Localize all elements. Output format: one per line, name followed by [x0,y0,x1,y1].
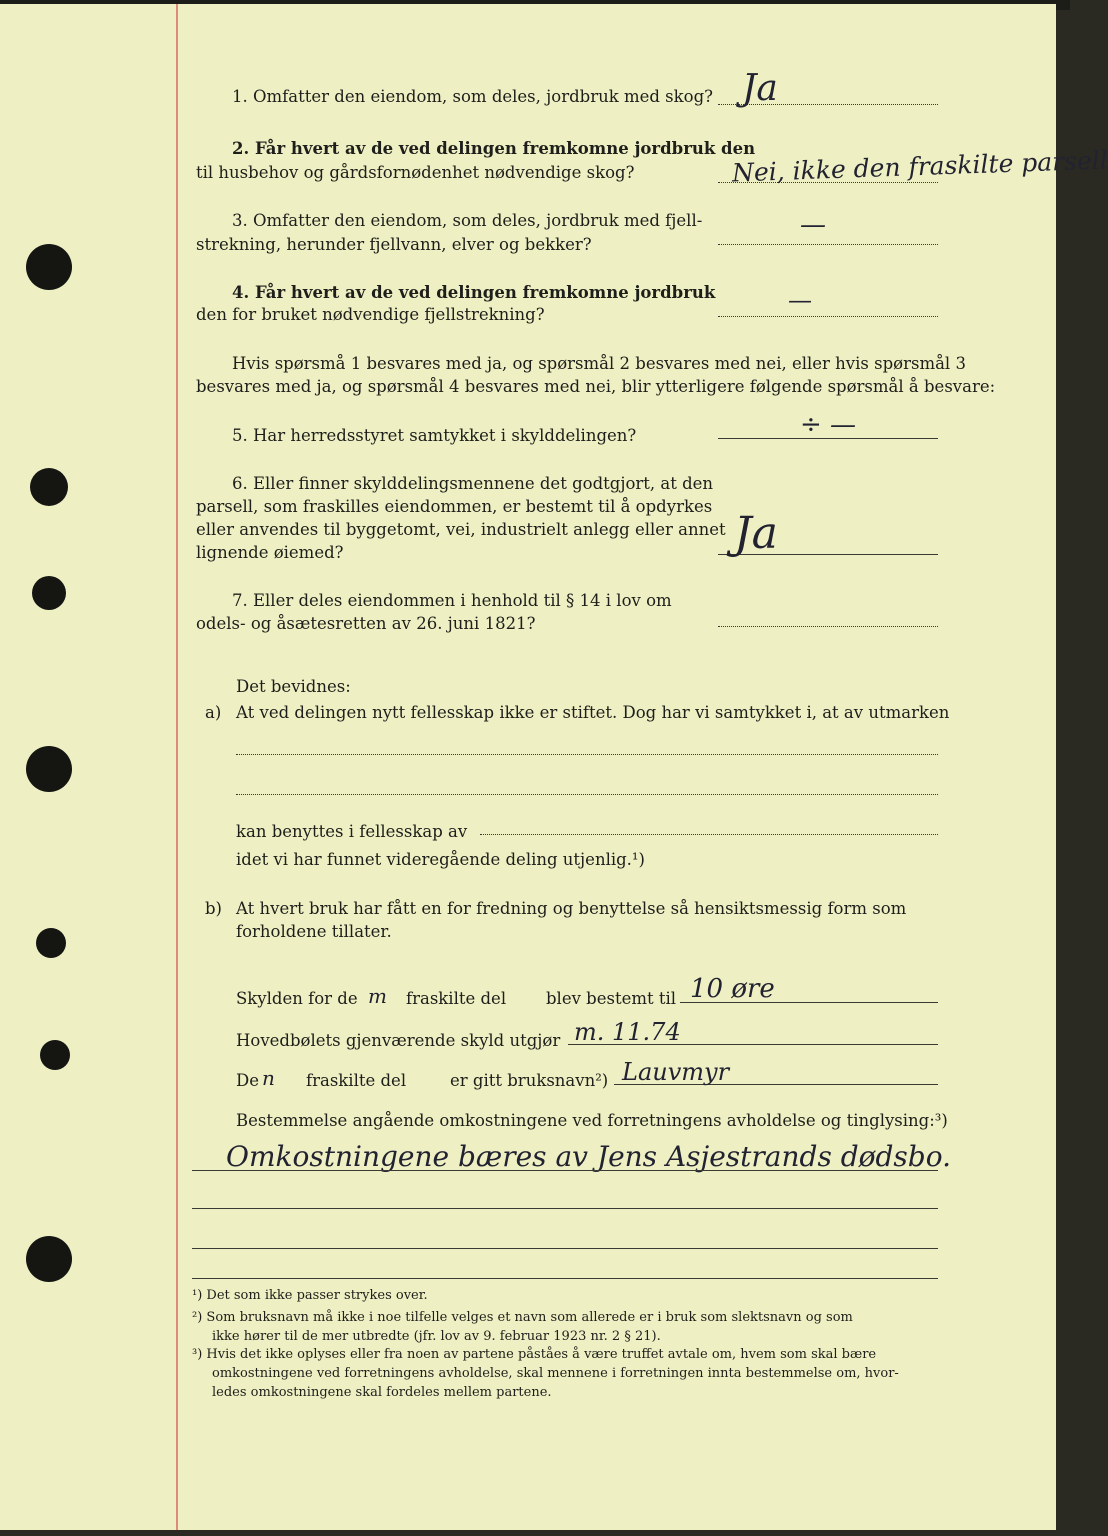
punch-hole-5 [36,928,66,958]
bruksnavn-label-a: De [236,1071,259,1090]
answer-line-4 [718,316,938,317]
question-2-line-1: 2. Får hvert av de ved delingen fremkomne jordbruk den [232,139,756,158]
footnote-2-line-2: ikke hører til de mer utbredte (jfr. lov av 9. februar 1923 nr. 2 § 21). [212,1329,661,1344]
bruksnavn-value: Lauvmyr [622,1058,730,1086]
question-6-line-3: eller anvendes til byggetomt, vei, industrielt anlegg eller annet [196,520,726,539]
question-3-line-1: 3. Omfatter den eiendom, som deles, jordbruk med fjell- [232,211,703,230]
question-6-line-2: parsell, som fraskilles eiendommen, er bestemt til å opdyrkes [196,497,713,516]
footnote-3-line-2: omkostningene ved forretningens avholdelse, skal mennene i forretningen innta bestemmelse om, hvor- [212,1366,899,1381]
punch-hole-1 [26,244,72,290]
skyld-label-b: fraskilte del [406,989,507,1008]
answer-1: Ja [742,68,778,109]
bestemmelse-value: Omkostningene bæres av Jens Asjestrands dødsbo. [226,1140,951,1173]
bruksnavn-handwritten-n: n [262,1066,275,1090]
bevidnes-b-label: b) [205,899,222,918]
bevidnes-b-text-1: At hvert bruk har fått en for fredning og benyttelse så hensiktsmessig form som [236,899,907,918]
answer-5: ÷ — [800,410,857,440]
skyld-value: 10 øre [690,974,775,1004]
idet-text: idet vi har funnet videregående deling utjenlig.¹) [236,850,645,869]
condition-line-1: Hvis spørsmå 1 besvares med ja, og spørsmål 2 besvares med nei, eller hvis spørsmål 3 [232,354,966,373]
bestemmelse-line-3 [192,1248,938,1249]
answer-4: — [788,286,812,314]
margin-rule [176,4,178,1530]
footnote-3-line-1: ³) Hvis det ikke oplyses eller fra noen av partene påståes å være truffet avtale om, hvem som skal bære [192,1347,877,1362]
bevidnes-a-text: At ved delingen nytt fellesskap ikke er stiftet. Dog har vi samtykket i, at av utmarken [236,703,950,722]
bevidnes-b-text-2: forholdene tillater. [236,922,392,941]
question-6-line-1: 6. Eller finner skylddelingsmennene det godtgjort, at den [232,474,714,493]
kan-benyttes-text: kan benyttes i fellesskap av [236,822,468,841]
question-6-line-4: lignende øiemed? [196,543,344,562]
condition-line-2: besvares med ja, og spørsmål 4 besvares med nei, blir ytterligere følgende spørsmål å besvare: [196,377,996,396]
question-7-line-1: 7. Eller deles eiendommen i henhold til § 14 i lov om [232,591,672,610]
bestemmelse-line-1 [192,1170,938,1171]
punch-hole-3 [32,576,66,610]
skyld-label-c: blev bestemt til [546,989,677,1008]
utmark-line-1 [236,754,938,755]
question-4-line-1: 4. Får hvert av de ved delingen fremkomne jordbruk [232,283,716,302]
hovedbol-label: Hovedbølets gjenværende skyld utgjør [236,1031,561,1050]
answer-3: — [800,210,826,240]
footnote-3-line-3: ledes omkostningene skal fordeles mellem partene. [212,1385,552,1400]
question-1: 1. Omfatter den eiendom, som deles, jordbruk med skog? [232,87,713,106]
hovedbol-value: m. 11.74 [574,1018,681,1046]
utmark-line-2 [236,794,938,795]
fellesskap-line [480,834,938,835]
document-page [0,4,1108,1530]
bruksnavn-label-c: er gitt bruksnavn²) [450,1071,609,1090]
punch-hole-2 [30,468,68,506]
punch-hole-6 [40,1040,70,1070]
bestemmelse-label: Bestemmelse angående omkostningene ved forretningens avholdelse og tinglysing:³) [236,1111,948,1130]
bruksnavn-label-b: fraskilte del [306,1071,407,1090]
bevidnes-heading: Det bevidnes: [236,677,351,696]
question-2-line-2: til husbehov og gårdsfornødenhet nødvendige skog? [196,163,635,182]
answer-2: Nei, ikke den fraskilte parsell [731,145,1108,188]
question-5: 5. Har herredsstyret samtykket i skylddelingen? [232,426,637,445]
question-4-line-2: den for bruket nødvendige fjellstrekning? [196,305,545,324]
punch-hole-4 [26,746,72,792]
bestemmelse-line-2 [192,1208,938,1209]
footnote-1: ¹) Det som ikke passer strykes over. [192,1288,428,1303]
answer-line-3 [718,244,938,245]
skyld-label-a: Skylden for de [236,989,358,1008]
answer-6: Ja [734,508,778,559]
question-7-line-2: odels- og åsætesretten av 26. juni 1821? [196,614,536,633]
bevidnes-a-label: a) [205,703,222,722]
skyld-handwritten-m: m [368,984,387,1008]
footnote-rule [192,1278,938,1279]
answer-line-7 [718,626,938,627]
footnote-2-line-1: ²) Som bruksnavn må ikke i noe tilfelle velges et navn som allerede er i bruk som slektsnavn og som [192,1310,853,1325]
question-3-line-2: strekning, herunder fjellvann, elver og bekker? [196,235,592,254]
punch-hole-7 [26,1236,72,1282]
